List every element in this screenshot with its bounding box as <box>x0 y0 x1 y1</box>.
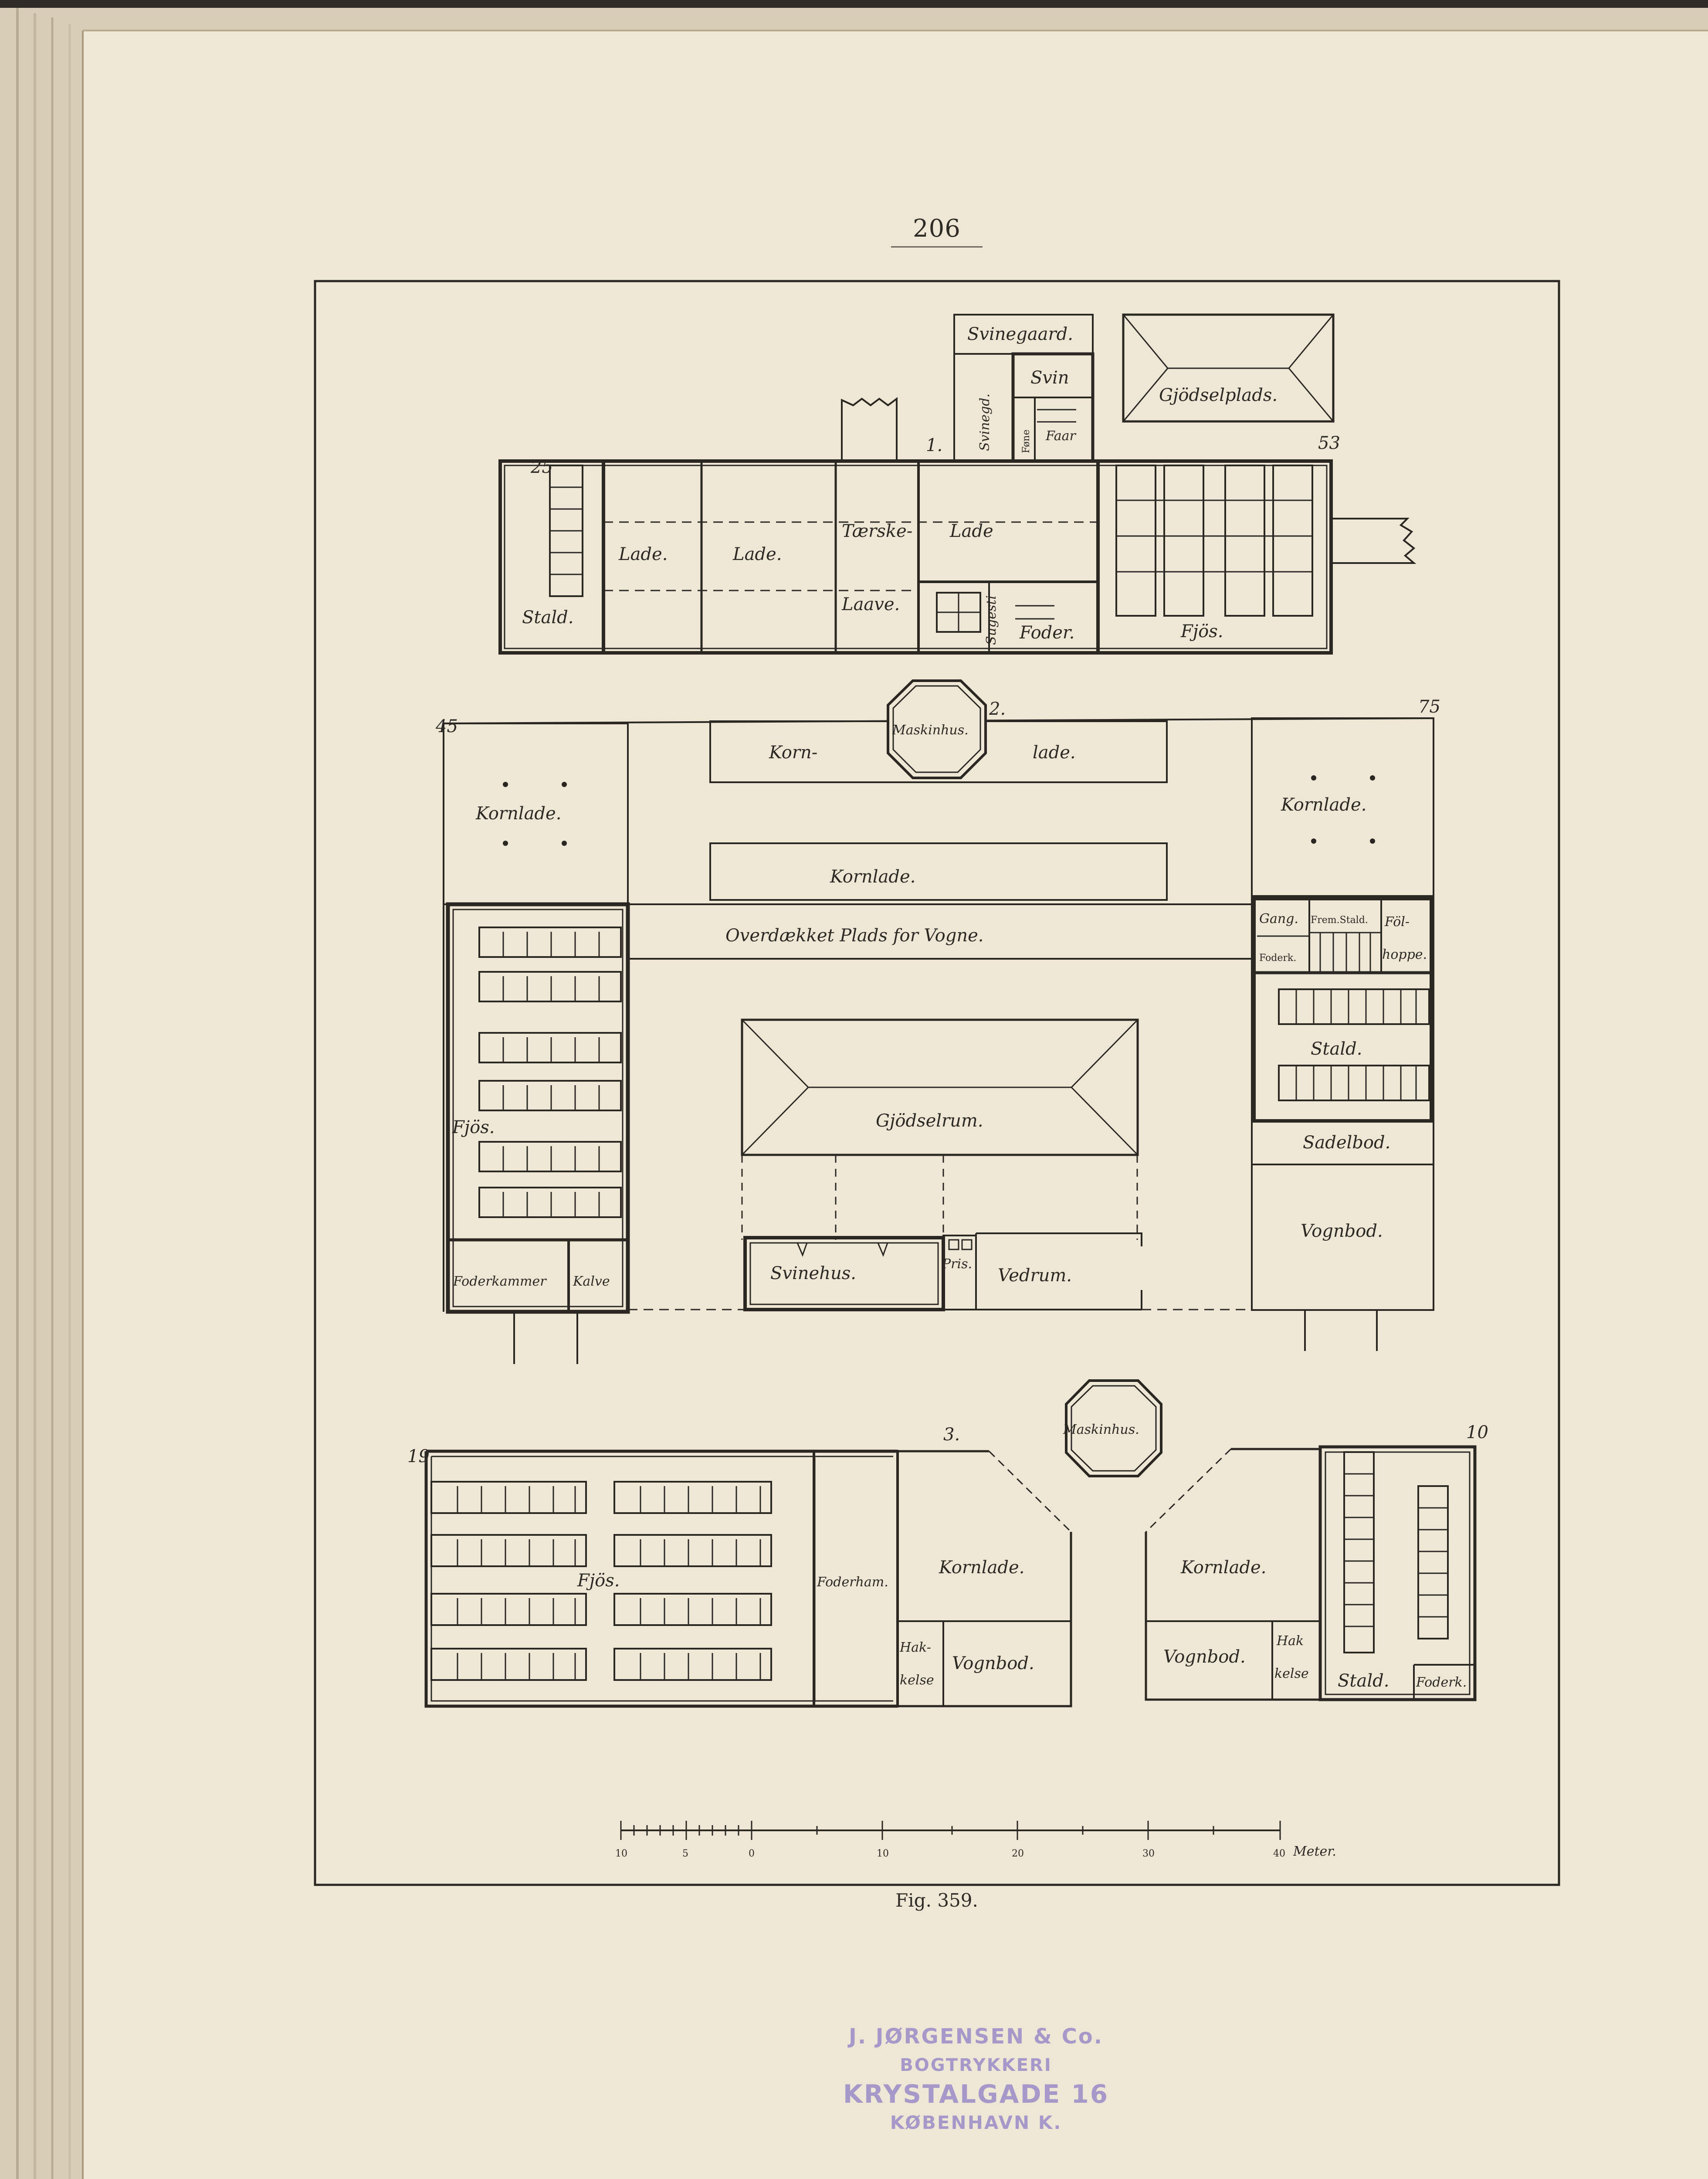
plan2-number: 2. <box>989 699 1006 719</box>
plan2-label-foderkammer: Foderkammer <box>453 1274 546 1289</box>
plan-1 <box>500 315 1414 653</box>
plan2-label-vognbod: Vognbod. <box>1301 1221 1383 1241</box>
plan2-label-sadelbod: Sadelbod. <box>1303 1133 1391 1153</box>
plan3-label-maskinhus: Maskinhus. <box>1063 1422 1139 1437</box>
plan2-label-fremstald: Frem.Stald. <box>1311 915 1368 926</box>
plan2-label-maskinhus: Maskinhus. <box>892 723 969 738</box>
plan3-dimension-right: 10 <box>1466 1422 1488 1442</box>
plan1-number: 1. <box>926 435 943 455</box>
scale-label-0: 0 <box>749 1848 755 1859</box>
plan2-label-svinehus: Svinehus. <box>770 1263 856 1283</box>
plan3-label-fjos: Fjös. <box>577 1571 620 1591</box>
scale-bar <box>615 1821 1336 1859</box>
plan1-label-laave: Laave. <box>842 594 900 614</box>
plan1-label-svin: Svin <box>1030 368 1069 388</box>
plan2-label-hoppe: hoppe. <box>1382 947 1427 962</box>
plan3-label-kornlade-right: Kornlade. <box>1181 1558 1267 1578</box>
plan3-label-stald: Stald. <box>1338 1671 1389 1691</box>
plan2-label-overdaekket: Overdækket Plads for Vogne. <box>725 926 984 946</box>
plan2-label-korn: Korn- <box>769 743 818 763</box>
plan1-label-lade-2: Lade. <box>733 544 782 564</box>
plan2-label-kornlade-left: Kornlade. <box>476 804 562 824</box>
plan2-label-pris: Pris. <box>942 1256 973 1272</box>
plan2-label-lade: lade. <box>1033 743 1076 763</box>
plan2-dimension-left: 45 <box>436 716 458 737</box>
plan1-label-lade-1: Lade. <box>619 544 668 564</box>
plan1-label-svinegd: Svinegd. <box>977 393 993 451</box>
scale-label-30: 30 <box>1142 1848 1155 1859</box>
plan1-label-fone: Føne <box>1021 429 1032 453</box>
scale-label-10: 10 <box>877 1848 889 1859</box>
plan1-label-sugesti: Sugesti <box>984 595 999 645</box>
plan3-dimension-left: 19 <box>407 1446 430 1466</box>
plan2-label-kornlade-right: Kornlade. <box>1281 795 1367 815</box>
scale-label-10-left: 10 <box>615 1848 627 1859</box>
plan1-label-gjodselplads: Gjödselplads. <box>1159 385 1278 405</box>
plan1-label-foder: Foder. <box>1020 623 1075 643</box>
plan1-label-svinegaard: Svinegaard. <box>967 324 1073 344</box>
plan1-label-fjos: Fjös. <box>1181 621 1223 641</box>
plan2-label-kalve: Kalve <box>573 1274 610 1289</box>
plan2-label-gang: Gang. <box>1259 911 1298 927</box>
plan2-label-vedrum: Vedrum. <box>998 1266 1072 1286</box>
figure-caption: Fig. 359. <box>895 1890 978 1911</box>
plan3-label-kelse-right: kelse <box>1274 1666 1309 1681</box>
page-number: 206 <box>913 214 961 243</box>
scale-label-20: 20 <box>1012 1848 1024 1859</box>
stamp-line-2: BOGTRYKKERI <box>900 2055 1052 2075</box>
stamp-line-4: KØBENHAVN K. <box>890 2112 1062 2133</box>
plan1-dimension-right: 53 <box>1318 433 1340 453</box>
plan3-label-hak: Hak- <box>900 1640 931 1655</box>
scale-label-5: 5 <box>682 1848 688 1859</box>
scale-unit: Meter. <box>1293 1844 1336 1859</box>
plan2-label-fol: Föl- <box>1385 914 1410 930</box>
plan-3 <box>407 1381 1488 1706</box>
plan1-label-lade-3: Lade <box>950 521 993 541</box>
plan2-label-kornlade-center: Kornlade. <box>830 867 916 887</box>
plan3-label-foderham: Foderham. <box>817 1575 888 1590</box>
plan2-label-fjos: Fjös. <box>452 1117 495 1137</box>
plan2-label-foderk: Foderk. <box>1259 953 1297 964</box>
plan1-dimension-left: 25 <box>531 457 553 477</box>
scale-label-40: 40 <box>1273 1848 1285 1859</box>
plan2-label-stald: Stald. <box>1311 1039 1362 1059</box>
plan3-label-kornlade-left: Kornlade. <box>939 1558 1025 1578</box>
plan3-number: 3. <box>943 1425 960 1445</box>
plan2-kornlade-center <box>710 843 1167 900</box>
plan-2 <box>435 681 1440 1364</box>
plan3-label-foderk: Foderk. <box>1416 1675 1467 1690</box>
plan2-fjos <box>448 904 628 1312</box>
plan1-label-faar: Faar <box>1046 428 1076 444</box>
stamp-line-1: J. JØRGENSEN & Co. <box>848 2024 1104 2049</box>
plan3-label-vognbod-left: Vognbod. <box>952 1653 1034 1673</box>
plan2-dimension-right: 75 <box>1418 697 1440 717</box>
plan2-label-gjodselrum: Gjödselrum. <box>876 1111 983 1131</box>
plan1-label-stald: Stald. <box>522 608 574 628</box>
printer-stamp <box>802 2022 1150 2137</box>
plan3-label-kelse: kelse <box>900 1673 934 1688</box>
stamp-line-3: KRYSTALGADE 16 <box>843 2079 1109 2109</box>
plan3-label-vognbod-right: Vognbod. <box>1163 1647 1246 1667</box>
plan3-label-hak-right: Hak <box>1277 1633 1304 1649</box>
plan1-label-taerske: Tærske- <box>842 521 913 541</box>
